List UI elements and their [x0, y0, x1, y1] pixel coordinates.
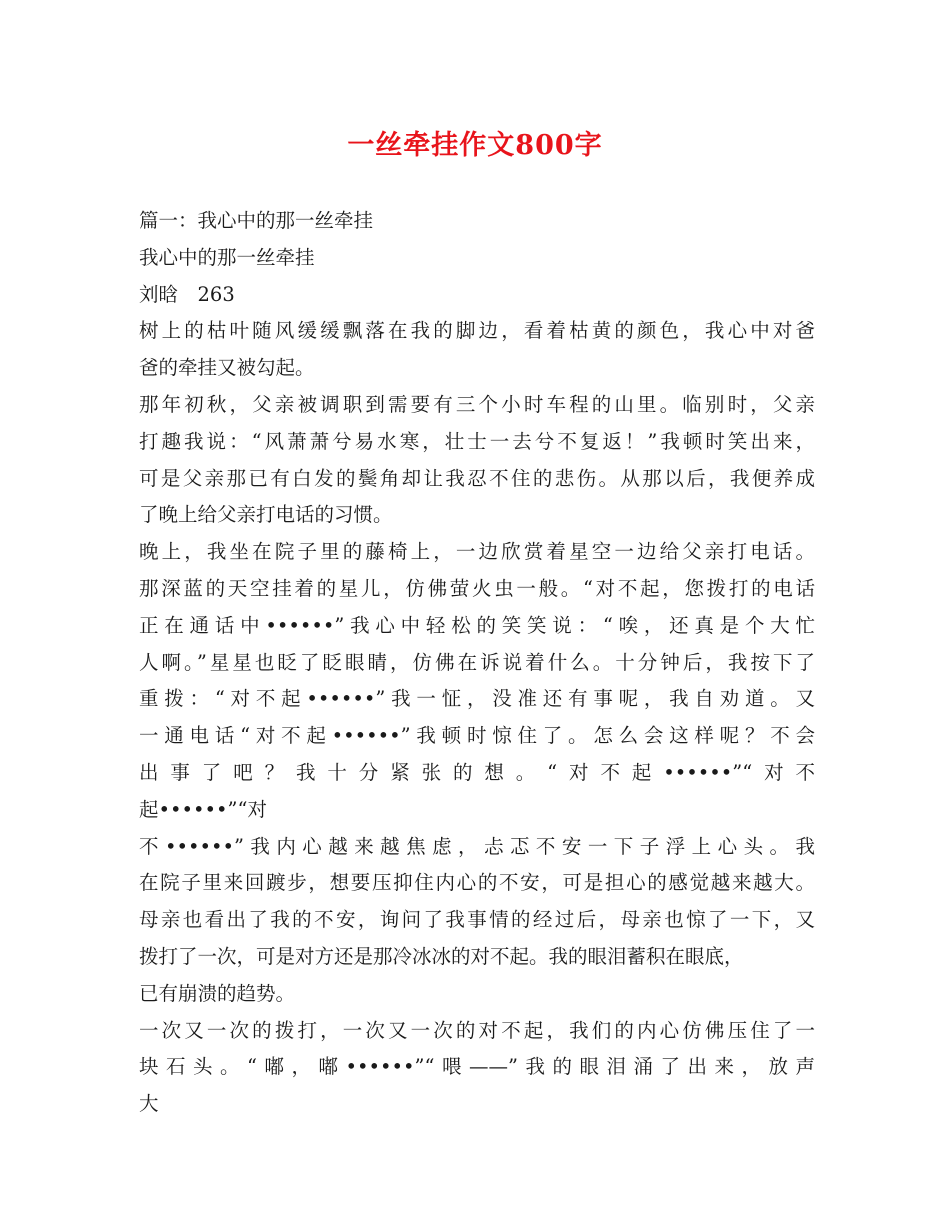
text-line: 了晚上给父亲打电话的习惯。	[139, 503, 393, 527]
text-line: 不••••••”我内心越来越焦虑，忐忑不安一下子浮上心头。我	[139, 834, 815, 858]
text-line: 母亲也看出了我的不安，询问了我事情的经过后，母亲也惊了一下，又	[139, 908, 815, 932]
article-title: 我心中的那一丝牵挂	[139, 245, 315, 269]
text-line: 可是父亲那已有白发的鬓角却让我忍不住的悲伤。从那以后，我便养成	[139, 466, 815, 490]
text-line: 重拨：“对不起••••••”我一怔，没准还有事呢，我自劝道。又	[139, 687, 815, 711]
text-line: 出事了吧？我十分紧张的想。“对不起••••••”“对不	[139, 760, 815, 784]
text-line: 那年初秋，父亲被调职到需要有三个小时车程的山里。临别时，父亲	[139, 392, 815, 416]
section-heading: 篇一：我心中的那一丝牵挂	[139, 209, 374, 232]
text-line: 正在通话中••••••”我心中轻松的笑笑说：“唉，还真是个大忙	[139, 613, 815, 637]
text-line: 大	[139, 1092, 159, 1116]
text-line: 拨打了一次，可是对方还是那冷冰冰的对不起。我的眼泪蓄积在眼底，	[139, 944, 744, 968]
document-title: 一丝牵挂作文800字	[347, 130, 603, 161]
document-body	[139, 203, 815, 1123]
text-line: 那深蓝的天空挂着的星儿，仿佛萤火虫一般。“对不起，您拨打的电话	[139, 576, 815, 600]
text-line: 起••••••”“对	[139, 797, 267, 821]
text-line: 一通电话“对不起••••••”我顿时惊住了。怎么会这样呢？不会	[139, 724, 815, 748]
text-line: 人啊。”星星也眨了眨眼睛，仿佛在诉说着什么。十分钟后，我按下了	[139, 650, 815, 674]
text-line: 已有崩溃的趋势。	[139, 981, 296, 1005]
text-line: 块石头。“嘟，嘟••••••”“喂——”我的眼泪涌了出来，放声	[139, 1055, 815, 1079]
text-line: 爸的牵挂又被勾起。	[139, 356, 315, 380]
text-line: 树上的枯叶随风缓缓飘落在我的脚边，看着枯黄的颜色，我心中对爸	[139, 319, 815, 343]
text-line: 打趣我说：“风萧萧兮易水寒，壮士一去兮不复返！”我顿时笑出来，	[139, 429, 815, 453]
author-line: 刘晗 263	[139, 282, 235, 306]
text-line: 在院子里来回踱步，想要压抑住内心的不安，可是担心的感觉越来越大。	[139, 871, 815, 895]
text-line: 一次又一次的拨打，一次又一次的对不起，我们的内心仿佛压住了一	[139, 1018, 815, 1042]
text-line: 晚上，我坐在院子里的藤椅上，一边欣赏着星空一边给父亲打电话。	[139, 540, 815, 564]
